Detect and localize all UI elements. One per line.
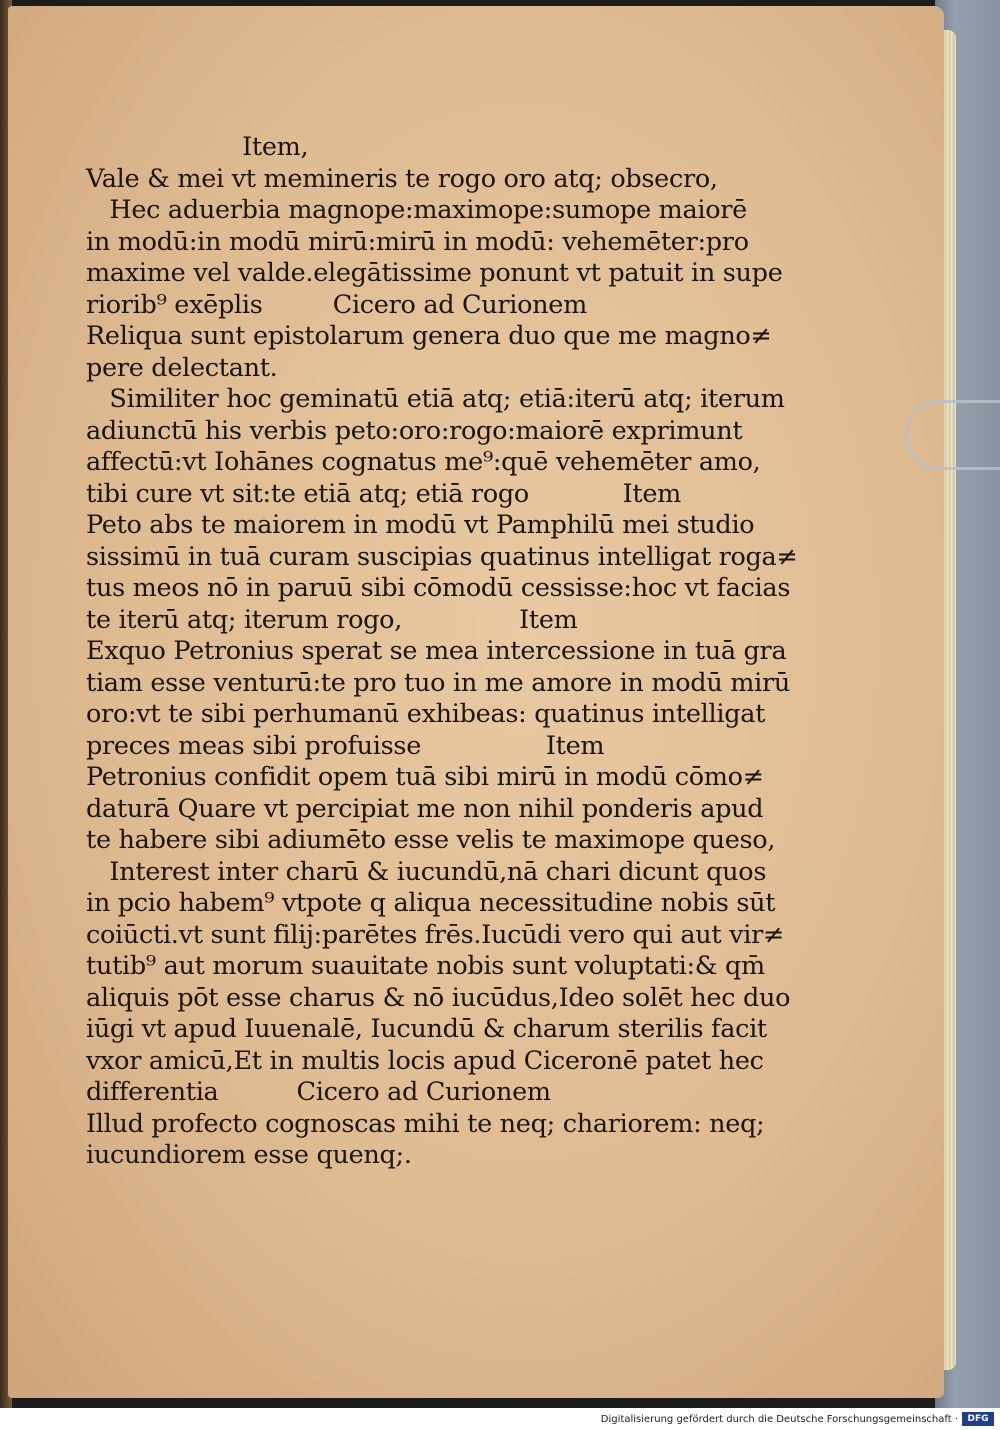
text-line: riorib⁹ exēplis Cicero ad Curionem — [86, 289, 587, 320]
text-line: preces meas sibi profuisse Item — [86, 730, 605, 761]
text-line: in modū:in modū mirū:mirū in modū: vehemēter:pro — [86, 226, 749, 257]
page-text — [86, 132, 798, 1172]
text-line: Exquo Petronius sperat se mea intercessione in tuā gra — [86, 636, 787, 666]
text-line: Item, — [86, 132, 309, 162]
text-line: pere delectant. — [86, 352, 278, 383]
footer-credit: Digitalisierung gefördert durch die Deutsche Forschungsgemeinschaft · — [600, 1414, 958, 1425]
text-line: Peto abs te maiorem in modū vt Pamphilū mei studio — [86, 510, 755, 540]
text-line: te iterū atq; iterum rogo, Item — [86, 604, 578, 635]
text-line: differentia Cicero ad Curionem — [86, 1077, 551, 1107]
text-line: oro:vt te sibi perhumanū exhibeas: quatinus intelligat — [86, 699, 766, 729]
text-line: Reliqua sunt epistolarum genera duo que me magno≠ — [86, 321, 772, 351]
text-line: in pcio habem⁹ vtpote q aliqua necessitudine nobis sūt — [86, 888, 776, 918]
text-line: tus meos nō in paruū sibi cōmodū cessisse:hoc vt facias — [86, 573, 791, 603]
text-line: iūgi vt apud Iuuenalē, Iucundū & charum sterilis facit — [86, 1014, 767, 1044]
text-line: adiunctū his verbis peto:oro:rogo:maiorē exprimunt — [86, 415, 743, 446]
text-line: tutib⁹ aut morum suauitate nobis sunt voluptati:& qm̄ — [86, 951, 765, 981]
footer-bar — [0, 1408, 1000, 1430]
text-line: coiūcti.vt sunt filij:parētes frēs.Iucūdi vero qui aut vir≠ — [86, 919, 785, 950]
text-line: maxime vel valde.elegātissime ponunt vt patuit in supe — [86, 258, 783, 288]
text-line: Hec aduerbia magnope:maximope:sumope maiorē — [86, 195, 747, 225]
text-line: Petronius confidit opem tuā sibi mirū in modū cōmo≠ — [86, 762, 764, 792]
text-line: sissimū in tuā curam suscipias quatinus intelligat roga≠ — [86, 541, 798, 572]
text-line: tibi cure vt sit:te etiā atq; etiā rogo Item — [86, 478, 682, 509]
dfg-logo[interactable]: DFG — [962, 1412, 994, 1426]
text-line: affectū:vt Iohānes cognatus me⁹:quē vehemēter amo, — [86, 447, 761, 477]
text-line: daturā Quare vt percipiat me non nihil ponderis apud — [86, 793, 764, 824]
page-clip — [905, 400, 1000, 470]
text-line: Interest inter charū & iucundū,nā chari dicunt quos — [86, 856, 767, 887]
text-line: vxor amicū,Et in multis locis apud Ciceronē patet hec — [86, 1045, 764, 1076]
text-line: tiam esse venturū:te pro tuo in me amore in modū mirū — [86, 667, 790, 698]
text-line: iucundiorem esse quenq;. — [86, 1140, 412, 1170]
text-line: Similiter hoc geminatū etiā atq; etiā:iterū atq; iterum — [86, 384, 785, 414]
text-line: aliquis pōt esse charus & nō iucūdus,Ideo solēt hec duo — [86, 982, 791, 1013]
text-line: Illud profecto cognoscas mihi te neq; chariorem: neq; — [86, 1108, 765, 1139]
text-line: te habere sibi adiumēto esse velis te maximope queso, — [86, 825, 776, 855]
text-line: Vale & mei vt memineris te rogo oro atq; obsecro, — [86, 163, 718, 194]
